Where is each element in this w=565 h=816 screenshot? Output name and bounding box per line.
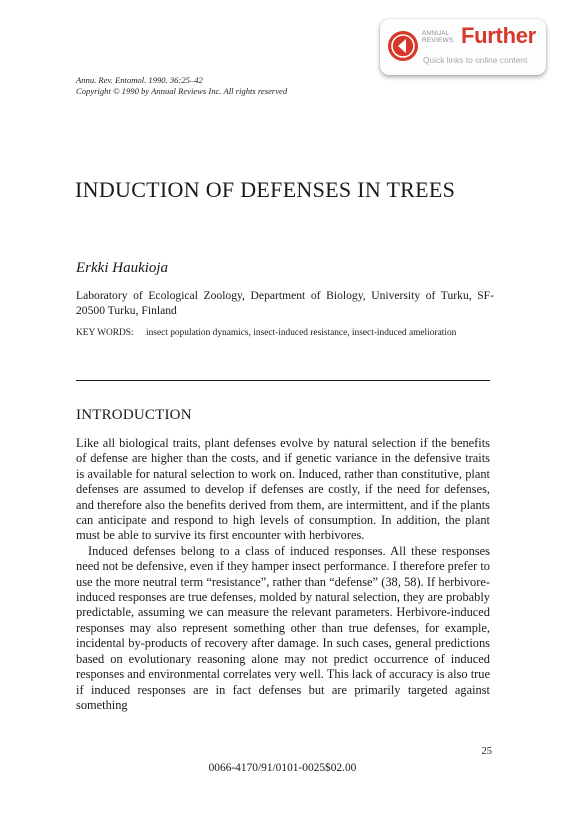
badge-brand: Further xyxy=(461,23,536,48)
section-heading: INTRODUCTION xyxy=(76,407,192,423)
article-title: INDUCTION OF DEFENSES IN TREES xyxy=(75,177,456,202)
citation-line-2: Copyright © 1990 by Annual Reviews Inc. All rights reserved xyxy=(76,86,288,96)
page-number: 25 xyxy=(481,746,492,757)
badge-annual-text: ANNUAL xyxy=(422,30,450,37)
badge-reviews-text: REVIEWS xyxy=(422,37,454,44)
citation-line-1: Annu. Rev. Entomol. 1990. 36:25–42 xyxy=(76,75,203,85)
keywords-label: KEY WORDS: xyxy=(76,328,134,338)
keywords-list: insect population dynamics, insect-induced resistance, insect-induced amelioration xyxy=(146,328,457,338)
author-name: Erkki Haukioja xyxy=(76,260,169,276)
section-divider xyxy=(76,380,490,381)
badge-annual-reviews-label xyxy=(422,30,453,44)
annual-reviews-further-badge[interactable] xyxy=(380,19,546,75)
body-paragraph-1: Like all biological traits, plant defenses evolve by natural selection if the benefits of defense are higher than the costs, and if genetic variance in the defensive traits is available for natural selection to work on. Induced, rather than constitutive, plant defenses are assumed to develop if defenses are costly, if the need for defenses, and therefore also the benefits derived from them, are intermittent, and if the plants can anticipate and respond to high levels of consumption. In addition, the plant must be able to survive its first encounter with herbivores. xyxy=(76,436,490,543)
badge-subtitle: Quick links to online content xyxy=(423,55,528,65)
citation xyxy=(76,75,287,97)
left-arrow-circle-icon xyxy=(388,31,418,61)
article-body xyxy=(76,436,490,713)
article-code: 0066-4170/91/0101-0025$02.00 xyxy=(208,762,357,774)
body-paragraph-2: Induced defenses belong to a class of induced responses. All these responses need not be defensive, even if they hamper insect performance. I therefore prefer to use the more neutral term “resistance”, rather than “defense” (38, 58). If herbivore-induced responses are true defenses, molded by natural selection, they are probably predictable, assuming we can measure the relevant parameters. Herbivore-induced responses may also represent something other than true defenses, for example, incidental by-products of recovery after damage. In such cases, general predictions based on evolutionary reasoning alone may not predict occurrence of induced responses and environmental correlates very well. This lack of accuracy is also true if induced responses are in fact defenses but are primarily targeted against something xyxy=(76,543,490,712)
author-affiliation: Laboratory of Ecological Zoology, Department of Biology, University of Turku, SF-20500 Turku, Finland xyxy=(76,289,494,317)
